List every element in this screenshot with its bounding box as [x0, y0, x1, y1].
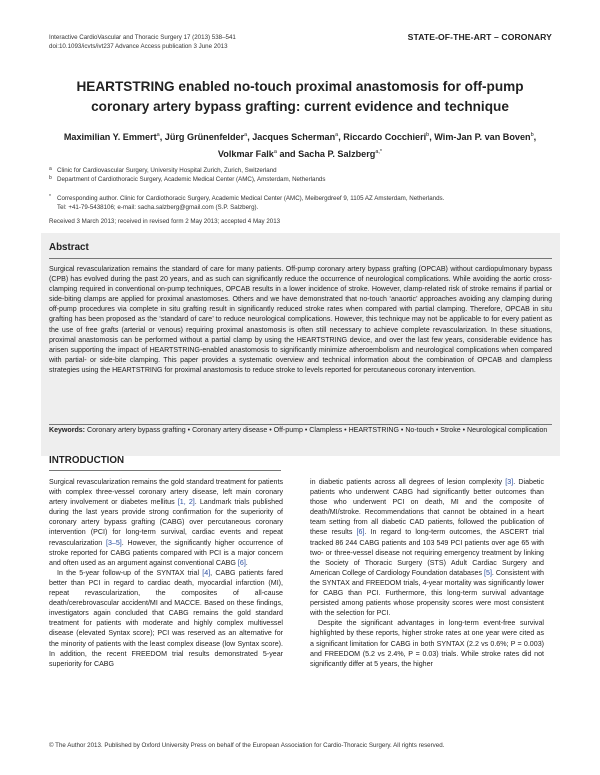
journal-line-2: doi:10.1093/icvts/ivt237 Advance Access publication 3 June 2013: [49, 43, 228, 50]
text-run: Despite the significant advantages in long-term event-free survival highlighted by these reports, higher stroke rates at one year were cited as a significant limitation for CABG in both SYNTAX (2.2 vs 0.6%; P = 0.003) and FREEDOM (5.2 vs 2.4%, P = 0.03) trials. While stroke rates did not significantly differ at 5 years, the higher: [310, 619, 544, 668]
citation-link[interactable]: [6]: [237, 558, 246, 567]
author-separator: ,: [247, 132, 253, 143]
affiliation-text: Clinic for Cardiovascular Surgery, University Hospital Zurich, Zurich, Switzerland: [57, 167, 277, 174]
author-name: Wim-Jan P. van Boven: [434, 132, 531, 143]
author-separator: ,: [338, 132, 344, 143]
text-run: , CABG patients fared better than PCI in regard to cardiac death, myocardial infarction (MI), repeat revascularization, the composites of all-cause death/cerebrovascular accident/MI and MACCE. Based on these findings, investigators again concluded that CABG remains the gold standard treatment for patients with moderate and highly complex multivessel disease (elevated Syntax score); PCI was reserved as an alternative for the minority of patients with the least complex disease (low Syntax score). In addition, the recent FREEDOM trial results demonstrated 5-year superiority for CABG: [49, 568, 283, 668]
citation-link[interactable]: [3]: [505, 478, 514, 486]
author-affiliation-mark: a: [273, 149, 277, 156]
citation-link[interactable]: [1, 2]: [177, 498, 195, 507]
text-run: Surgical revascularization remains the gold standard treatment for patients with complex three-vessel coronary artery disease, left main coronary artery involvement or diabetes mellitus: [49, 478, 283, 507]
citation-link[interactable]: [3–5]: [105, 538, 122, 547]
abstract-divider: [49, 258, 552, 259]
author-name: Jacques Scherman: [252, 132, 336, 143]
keywords-label: Keywords:: [49, 427, 86, 434]
author-separator: ,: [159, 132, 165, 143]
author-affiliation-mark: a,*: [375, 149, 383, 156]
title-line-1: HEARTSTRING enabled no-touch proximal anastomosis for off-pump: [76, 79, 524, 94]
author-separator: ,: [533, 132, 537, 143]
paragraph: [49, 477, 283, 568]
author-name: Jürg Grünenfelder: [164, 132, 245, 143]
affiliation-mark: a: [49, 166, 52, 172]
abstract-text: Surgical revascularization remains the standard of care for many patients. Off-pump coronary artery bypass grafting (OPCAB) without cardiopulmonary bypass (CPB) has evolved during the past 20 years, and as such can significantly reduce the occurrence of neurological complications. While avoiding the aortic cross-clamping required in conventional on-pump techniques, OPCAB results in a lower incidence of stroke. However, clamp-related risk of stroke remains if partial or side-biting clamps are applied for proximal anastomoses. Others and we have demonstrated that no-touch ‘anaortic’ approaches avoiding any clamping during off-pump procedures via complete in situ grafting result in significantly reduced stroke rates when compared with partial clamping. Therefore, OPCAB in situ grafting has been proposed as the ‘standard of care’ to reduce neurological complications. However, this technique may not be applicable to for every patient as the use of free grafts (arterial or venous) requiring proximal anastomosis is often still necessary to achieve complete revascularization. In these situations, proximal anastomosis can be performed without a partial clamp by using the HEARTSTRING device, and over the last few years, considerable evidence has arisen supporting the impact of HEARTSTRING-enabled anastomosis to significantly minimize atheroembolism and neurological complications when compared with partial- or side-bite clamping. This paper provides a systematic overview and technical information about the combination of OPCAB and clampless strategies using the HEARTSTRING for proximal anastomosis to reduce stroke to levels reported for percutaneous coronary intervention.: [49, 266, 552, 374]
journal-citation: [49, 33, 236, 51]
author-separator: and: [276, 149, 299, 160]
text-run: . In regard to long-term outcomes, the ASCERT trial tracked 86 244 CABG patients and 103 549 PCI patients over age 65 with two- or three-vessel disease not requiring emergency treatment by linking the Society of Thoracic Surgery (STS) Adult Cardiac Surgery and American College of Cardiology Foundation databases: [310, 528, 544, 577]
author-affiliation-mark: b: [426, 132, 430, 138]
journal-line-1: Interactive CardioVascular and Thoracic Surgery 17 (2013) 538–541: [49, 34, 236, 41]
text-run: .: [245, 558, 248, 567]
affiliation-a: [49, 167, 559, 176]
article-title: [40, 77, 560, 117]
text-run: . Landmark trials published during the last years provide strong confirmation for the superiority of coronary artery bypass grafting (CABG) over percutaneous coronary intervention (PCI) for long-term survival, cardiac events and repeat revascularization: [49, 498, 283, 547]
title-line-2: coronary artery bypass grafting: current evidence and technique: [91, 99, 509, 114]
corresponding-mark: *: [49, 194, 51, 200]
abstract-heading: Abstract: [49, 242, 89, 253]
copyright-footer: © The Author 2013. Published by Oxford University Press on behalf of the European Association for Cardio-Thoracic Surgery. All rights reserved.: [49, 742, 445, 749]
affiliation-mark: b: [49, 175, 52, 181]
paragraph: [49, 568, 283, 669]
author-name: Riccardo Cocchieri: [343, 132, 427, 143]
corresponding-author: [49, 195, 559, 212]
received-dates: Received 3 March 2013; received in revised form 2 May 2013; accepted 4 May 2013: [49, 218, 281, 225]
corresponding-line-1: Corresponding author. Clinic for Cardiothoracic Surgery, Academic Medical Center (AMC), Meibergdreef 9, 1105 AZ Amsterdam, Netherlands.: [57, 195, 445, 202]
body-column-left: [49, 477, 283, 669]
affiliation-b: [49, 176, 559, 185]
keywords: [49, 426, 552, 436]
text-run: in diabetic patients across all degrees of lesion complexity: [310, 478, 506, 486]
text-run: . Diabetic patients who underwent CABG had significantly better outcomes than those who underwent PCI on death, MI and the composite of death/MI/stroke. Recommendations that cannot be obtained in a heart team setting from all diabetic CAD patients, followed the publication of these results: [310, 478, 544, 537]
body-column-right: [310, 477, 544, 669]
abstract-box: [41, 233, 560, 456]
author-separator: ,: [429, 132, 435, 143]
citation-link[interactable]: [6]: [356, 528, 365, 537]
citation-link[interactable]: [5]: [484, 568, 492, 577]
paragraph: [310, 618, 544, 668]
keywords-list: Coronary artery bypass grafting • Coronary artery disease • Off-pump • Clampless • HEARTSTRING • No-touch • Stroke • Neurological complication: [87, 427, 548, 434]
keywords-divider: [49, 424, 552, 425]
text-run: In the 5-year follow-up of the SYNTAX trial: [57, 568, 203, 577]
paragraph: [310, 477, 544, 618]
author-affiliation-mark: a: [335, 132, 339, 138]
author-name: Sacha P. Salzberg: [298, 149, 376, 160]
text-run: . Consistent with the SYNTAX and FREEDOM trials, 4-year mortality was significantly lower for CABG than PCI. Furthermore, this long-term survival advantage persisted among patients whose propensity scores were most consistent with the selection for PCI.: [310, 568, 545, 618]
author-affiliation-mark: a: [156, 132, 160, 138]
author-list: [40, 128, 560, 162]
affiliation-text: Department of Cardiothoracic Surgery, Academic Medical Center (AMC), Amsterdam, Netherlands: [57, 176, 326, 183]
corresponding-line-2: Tel: +41-79-5438106; e-mail: sacha.salzberg@gmail.com (S.P. Salzberg).: [57, 203, 259, 211]
author-name: Maximilian Y. Emmert: [63, 132, 157, 143]
citation-link[interactable]: [4]: [202, 568, 211, 577]
introduction-divider: [49, 470, 281, 471]
author-name: Volkmar Falk: [217, 149, 274, 160]
introduction-heading: INTRODUCTION: [49, 455, 125, 466]
author-affiliation-mark: b: [530, 132, 534, 138]
author-affiliation-mark: a: [244, 132, 248, 138]
text-run: . However, the significantly higher occurrence of stroke reported for CABG patients compared with PCI is a major concern and often used as an argument against conventional CABG: [49, 538, 283, 567]
section-label: STATE-OF-THE-ART – CORONARY: [407, 32, 552, 42]
